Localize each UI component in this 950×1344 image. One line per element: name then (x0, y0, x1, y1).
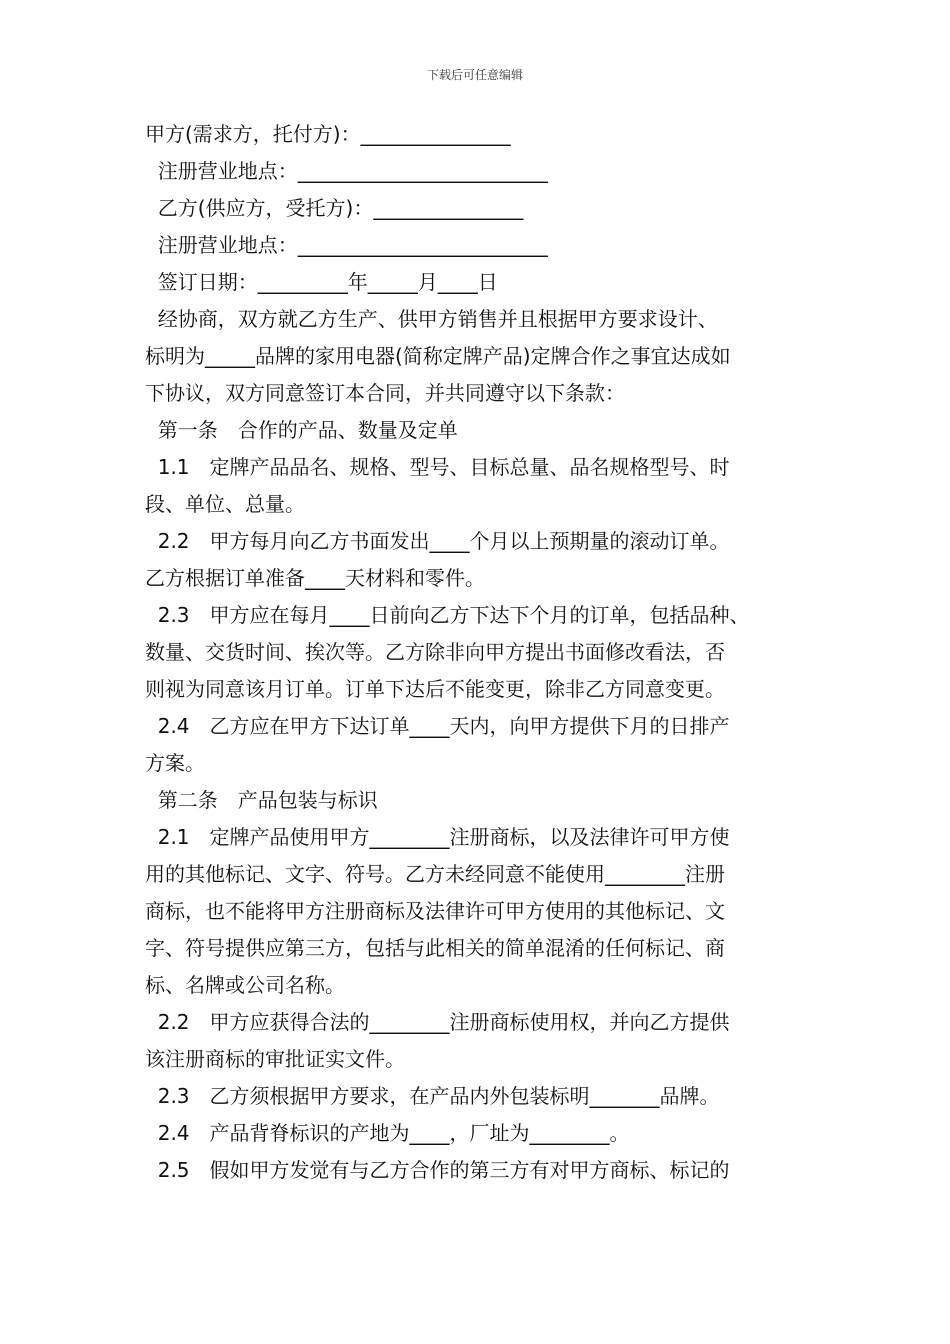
text-line: 2.2 甲方每月向乙方书面发出____个月以上预期量的滚动订单。 (145, 529, 730, 553)
text-line: 第一条 合作的产品、数量及定单 (145, 418, 458, 442)
text-line: 商标，也不能将甲方注册商标及法律许可甲方使用的其他标记、文 (145, 899, 725, 923)
text-line: 字、符号提供应第三方，包括与此相关的简单混淆的任何标记、商 (145, 936, 725, 960)
text-line: 乙方(供应方，受托方)：_______________ (145, 196, 524, 220)
text-line: 2.4 产品背脊标识的产地为____，厂址为________。 (145, 1121, 630, 1145)
text-line: 用的其他标记、文字、符号。乙方未经同意不能使用________注册 (145, 862, 725, 886)
text-line: 该注册商标的审批证实文件。 (145, 1047, 405, 1071)
text-line: 第二条 产品包装与标识 (145, 788, 378, 812)
text-line: 标、名牌或公司名称。 (145, 973, 345, 997)
text-line: 注册营业地点：_________________________ (145, 159, 548, 183)
text-line: 则视为同意该月订单。订单下达后不能变更，除非乙方同意变更。 (145, 677, 725, 701)
page-header: 下载后可任意编辑 (426, 68, 523, 82)
text-line: 2.4 乙方应在甲方下达订单____天内，向甲方提供下月的日排产 (145, 714, 730, 738)
text-line: 2.3 乙方须根据甲方要求，在产品内外包装标明_______品牌。 (145, 1084, 720, 1108)
text-line: 数量、交货时间、挨次等。乙方除非向甲方提出书面修改看法，否 (145, 640, 725, 664)
text-line: 2.2 甲方应获得合法的________注册商标使用权，并向乙方提供 (145, 1010, 730, 1034)
text-line: 2.5 假如甲方发觉有与乙方合作的第三方有对甲方商标、标记的 (145, 1158, 730, 1182)
text-line: 签订日期：_________年_____月____日 (145, 270, 498, 294)
text-line: 1.1 定牌产品品名、规格、型号、目标总量、品名规格型号、时 (145, 455, 730, 479)
text-line: 甲方(需求方，托付方)：_______________ (145, 122, 511, 146)
text-line: 下协议，双方同意签订本合同，并共同遵守以下条款： (145, 381, 625, 405)
text-line: 经协商，双方就乙方生产、供甲方销售并且根据甲方要求设计、 (145, 307, 718, 331)
text-line: 2.3 甲方应在每月____日前向乙方下达下个月的订单，包括品种、 (145, 603, 750, 627)
text-line: 段、单位、总量。 (145, 492, 305, 516)
text-line: 方案。 (145, 751, 205, 775)
text-line: 标明为_____品牌的家用电器(简称定牌产品)定牌合作之事宜达成如 (145, 344, 731, 368)
text-line: 2.1 定牌产品使用甲方________注册商标，以及法律许可甲方使 (145, 825, 730, 849)
contract-body (145, 116, 825, 1189)
text-line: 注册营业地点：_________________________ (145, 233, 548, 257)
text-line: 乙方根据订单准备____天材料和零件。 (145, 566, 485, 590)
